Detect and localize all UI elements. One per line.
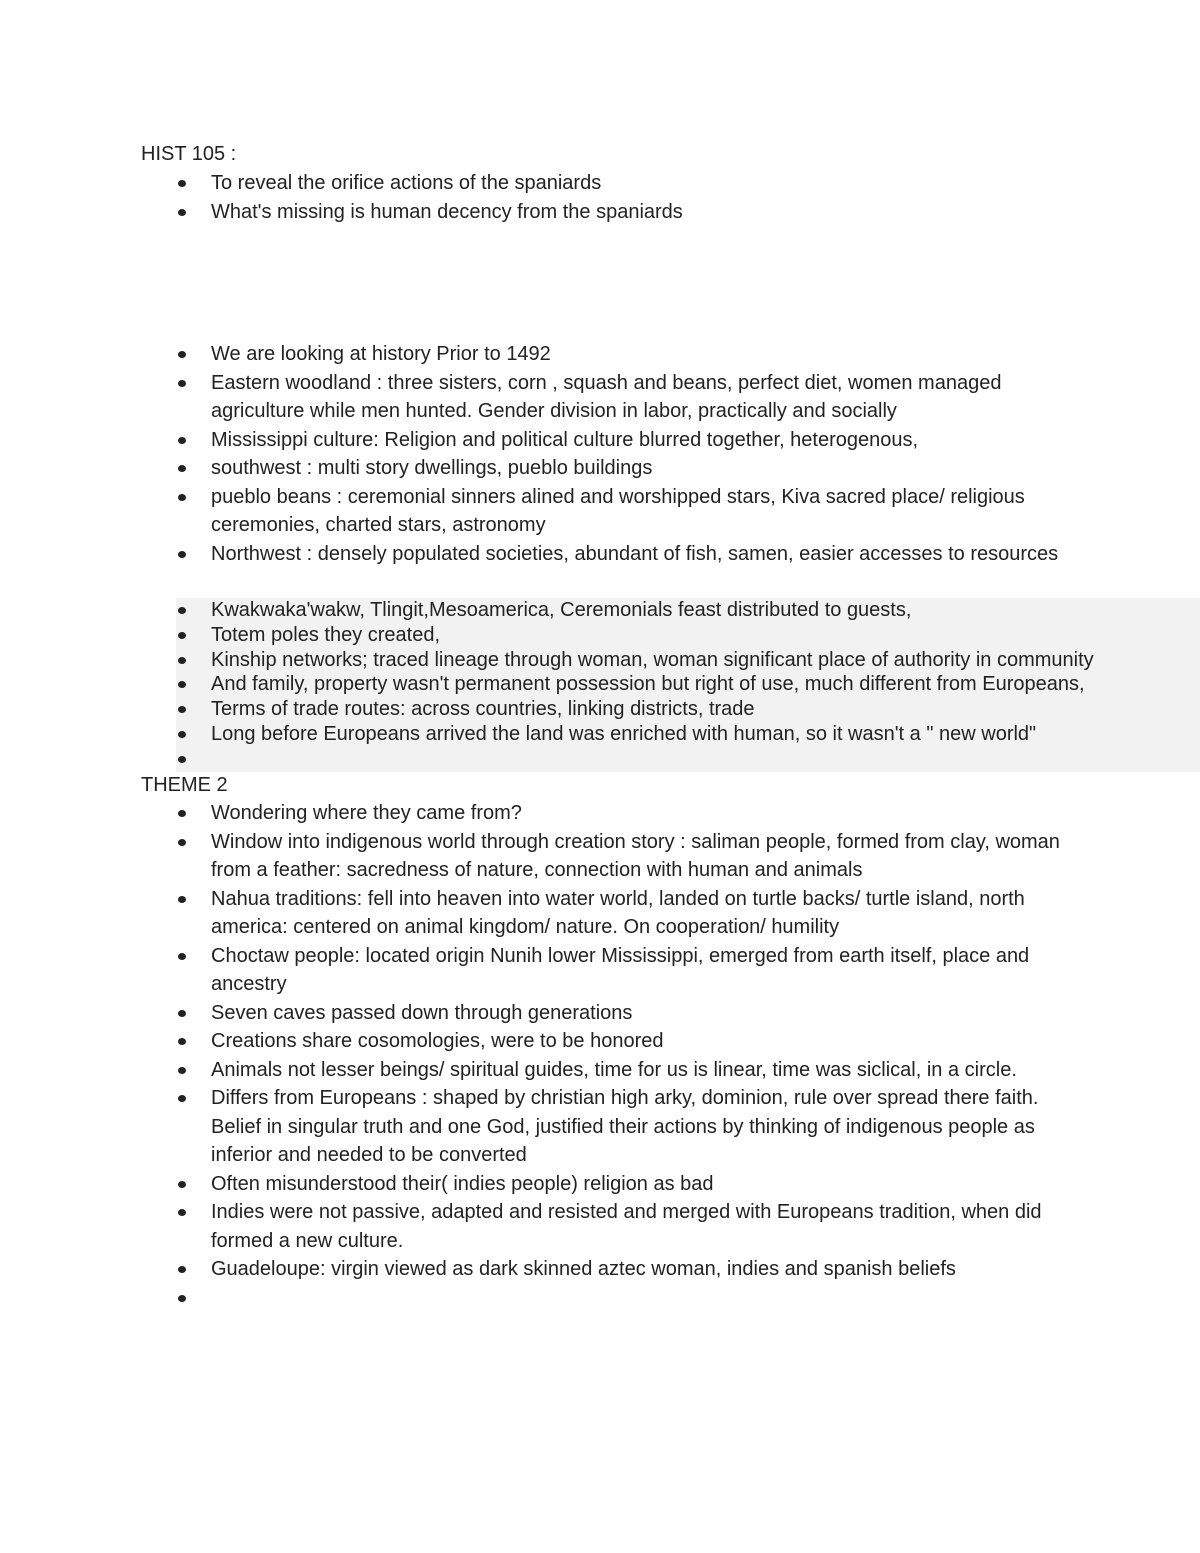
list-item xyxy=(0,1084,1200,1170)
bullet-list-theme2 xyxy=(0,799,1200,1312)
list-item-text: Indies were not passive, adapted and resisted and merged with Europeans tradition, when did formed a new culture. xyxy=(211,1201,1042,1252)
list-item-text: Animals not lesser beings/ spiritual guides, time for us is linear, time was siclical, in a circle. xyxy=(211,1058,1017,1081)
list-item xyxy=(0,1056,1200,1085)
bullet-icon xyxy=(178,953,186,960)
list-item xyxy=(0,828,1200,885)
list-item-text: Guadeloupe: virgin viewed as dark skinned aztec woman, indies and spanish beliefs xyxy=(211,1258,956,1280)
bullet-icon xyxy=(178,1295,186,1302)
list-item-text: Seven caves passed down through generations xyxy=(211,1001,633,1024)
bullet-icon xyxy=(178,731,186,738)
bullet-icon xyxy=(178,607,186,614)
list-item xyxy=(0,1198,1200,1255)
list-item xyxy=(0,198,1200,227)
list-item xyxy=(176,672,1200,697)
list-item xyxy=(0,540,1200,569)
list-item xyxy=(0,340,1200,369)
bullet-icon xyxy=(178,1209,186,1216)
list-item xyxy=(0,454,1200,483)
list-item-text: Creations share cosomologies, were to be honored xyxy=(211,1030,664,1052)
list-item-text: Northwest : densely populated societies, abundant of fish, samen, easier accesses to resources xyxy=(211,542,1059,565)
list-item xyxy=(0,942,1200,999)
list-item-text: Differs from Europeans : shaped by christian high arky, dominion, rule over spread there faith. Belief in singular truth and one God, justified their actions by thinking of indigenous people as inferior and needed to be converted xyxy=(211,1087,1039,1166)
bullet-list-prior-1492 xyxy=(0,340,1200,568)
bullet-icon xyxy=(178,657,186,664)
list-item-text: We are looking at history Prior to 1492 xyxy=(211,343,551,365)
bullet-icon xyxy=(178,180,186,187)
bullet-icon xyxy=(178,1181,186,1188)
list-item-text: Kwakwaka'wakw, Tlingit,Mesoamerica, Ceremonials feast distributed to guests, xyxy=(211,599,912,621)
list-item-text: pueblo beans : ceremonial sinners alined and worshipped stars, Kiva sacred place/ religious ceremonies, charted stars, astronomy xyxy=(211,485,1025,536)
bullet-icon xyxy=(178,551,186,558)
bullet-icon xyxy=(178,1067,186,1074)
bullet-icon xyxy=(178,1266,186,1273)
section-title-theme2: THEME 2 xyxy=(141,774,228,796)
list-item xyxy=(176,747,1200,772)
list-item xyxy=(0,1027,1200,1056)
list-item xyxy=(0,1284,1200,1313)
list-item xyxy=(0,1170,1200,1199)
list-item-text: Nahua traditions: fell into heaven into water world, landed on turtle backs/ turtle island, north america: centered on animal kingdom/ nature. On cooperation/ humility xyxy=(211,887,1025,938)
bullet-icon xyxy=(178,494,186,501)
list-item xyxy=(0,999,1200,1028)
bullet-icon xyxy=(178,1095,186,1102)
bullet-list-intro xyxy=(0,169,1200,226)
bullet-icon xyxy=(178,756,186,763)
section-title-hist105: HIST 105 : xyxy=(141,143,237,165)
list-item xyxy=(176,697,1200,722)
list-item xyxy=(0,1255,1200,1284)
bullet-icon xyxy=(178,380,186,387)
list-item-text: Choctaw people: located origin Nunih lower Mississippi, emerged from earth itself, place and ancestry xyxy=(211,944,1030,995)
list-item xyxy=(176,598,1200,623)
list-item xyxy=(0,885,1200,942)
bullet-icon xyxy=(178,706,186,713)
bullet-icon xyxy=(178,896,186,903)
bullet-list-highlighted xyxy=(176,598,1200,772)
list-item-text: Totem poles they created, xyxy=(211,623,441,646)
bullet-icon xyxy=(178,1010,186,1017)
bullet-icon xyxy=(178,437,186,444)
list-item-text: Kinship networks; traced lineage through woman, woman significant place of authority in community xyxy=(211,648,1094,671)
list-item-text: Eastern woodland : three sisters, corn , squash and beans, perfect diet, women managed agriculture while men hunted. Gender division in labor, practically and socially xyxy=(211,371,1002,422)
list-item xyxy=(0,799,1200,828)
list-item-text: Long before Europeans arrived the land was enriched with human, so it wasn't a " new world" xyxy=(211,722,1037,745)
list-item-text: To reveal the orifice actions of the spaniards xyxy=(211,172,602,194)
list-item-text: And family, property wasn't permanent possession but right of use, much different from Europeans, xyxy=(211,673,1085,696)
list-item xyxy=(0,426,1200,455)
list-item-text: Wondering where they came from? xyxy=(211,802,522,824)
bullet-icon xyxy=(178,839,186,846)
bullet-icon xyxy=(178,209,186,216)
list-item-text: Often misunderstood their( indies people) religion as bad xyxy=(211,1172,714,1195)
bullet-icon xyxy=(178,1038,186,1045)
bullet-icon xyxy=(178,632,186,639)
list-item-text: Mississippi culture: Religion and political culture blurred together, heterogenous, xyxy=(211,428,919,451)
list-item-text: Window into indigenous world through creation story : saliman people, formed from clay, woman from a feather: sacredness of nature, connection with human and animals xyxy=(211,830,1060,881)
bullet-icon xyxy=(178,465,186,472)
list-item xyxy=(0,483,1200,540)
list-item-text: Terms of trade routes: across countries, linking districts, trade xyxy=(211,698,755,721)
list-item-text: What's missing is human decency from the spaniards xyxy=(211,200,683,223)
list-item-text: southwest : multi story dwellings, pueblo buildings xyxy=(211,457,653,479)
list-item xyxy=(0,169,1200,198)
list-item xyxy=(176,623,1200,648)
bullet-icon xyxy=(178,681,186,688)
list-item xyxy=(0,369,1200,426)
list-item xyxy=(176,648,1200,673)
bullet-icon xyxy=(178,810,186,817)
list-item xyxy=(176,722,1200,747)
bullet-icon xyxy=(178,351,186,358)
